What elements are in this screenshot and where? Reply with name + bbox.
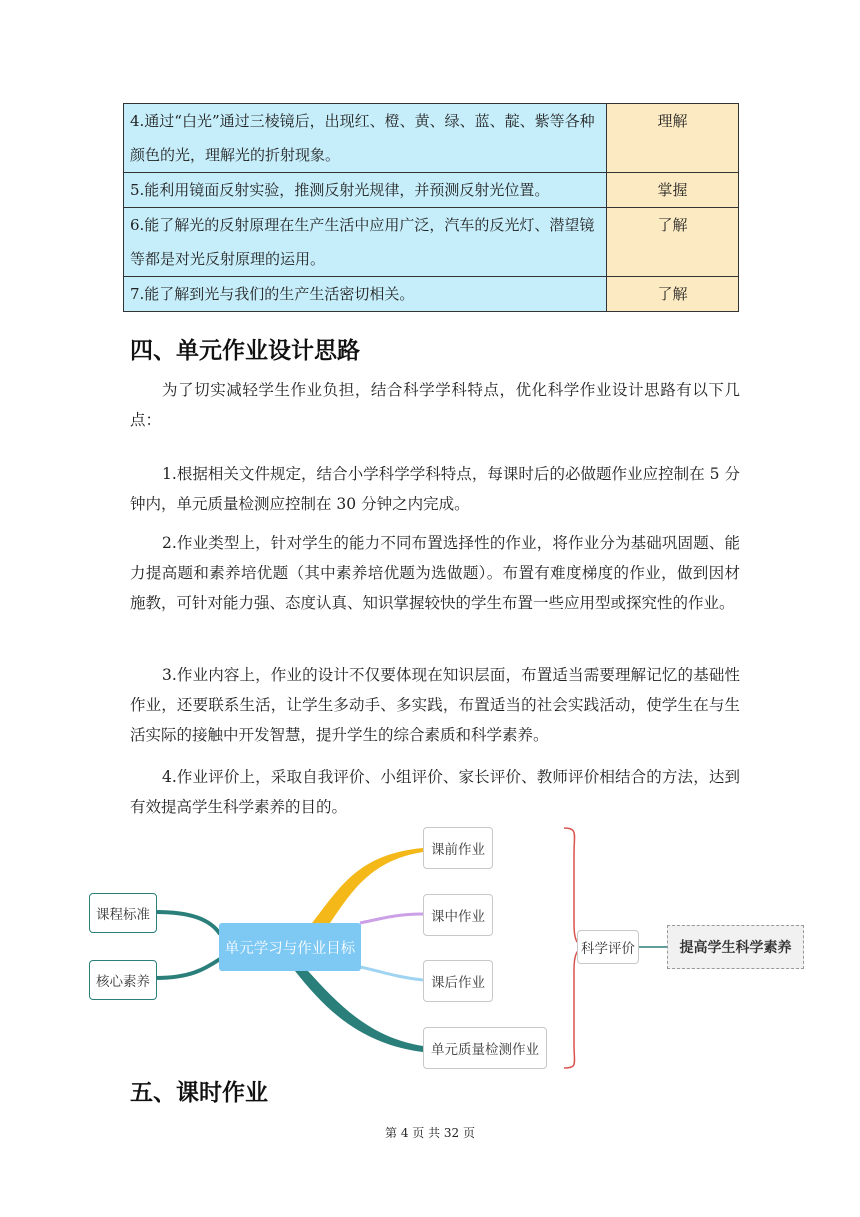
node-unit-goal: 单元学习与作业目标 <box>219 923 361 971</box>
objective-desc: 7.能了解到光与我们的生产生活密切相关。 <box>124 277 607 312</box>
section4-point: 1.根据相关文件规定，结合小学科学学科特点，每课时后的必做题作业应控制在 5 分钟内，单元质量检测应控制在 30 分钟之内完成。 <box>130 465 740 513</box>
section4-point: 4.作业评价上，采取自我评价、小组评价、家长评价、教师评价相结合的方法，达到有效提高学生科学素养的目的。 <box>130 768 740 816</box>
connector-line <box>312 848 423 923</box>
section5-heading: 五、课时作业 <box>130 1080 268 1106</box>
node-in-class: 课中作业 <box>423 894 493 936</box>
objective-level: 了解 <box>607 208 739 277</box>
objective-level: 了解 <box>607 277 739 312</box>
connector-line <box>360 914 423 923</box>
section4-point: 3.作业内容上，作业的设计不仅要体现在知识层面，布置适当需要理解记忆的基础性作业，还要联系生活，让学生多动手、多实践，布置适当的社会实践活动，使学生在与生活实际的接触中开发智慧，提升学生的综合素质和科学素养。 <box>130 666 740 744</box>
table-row <box>124 173 739 208</box>
objectives-table <box>123 103 739 312</box>
connector-line <box>360 967 423 980</box>
objective-desc: 4.通过“白光”通过三棱镜后，出现红、橙、黄、绿、蓝、靛、紫等各种颜色的光，理解光的折射现象。 <box>124 104 607 173</box>
section4-point: 2.作业类型上，针对学生的能力不同布置选择性的作业，将作业分为基础巩固题、能力提高题和素养培优题（其中素养培优题为选做题）。布置有难度梯度的作业，做到因材施教，可针对能力强、态度认真、知识掌握较快的学生布置一些应用型或探究性的作业。 <box>130 534 740 612</box>
objective-desc: 6.能了解光的反射原理在生产生活中应用广泛，汽车的反光灯、潜望镜等都是对光反射原理的运用。 <box>124 208 607 277</box>
table-row <box>124 208 739 277</box>
connector-line <box>295 971 423 1052</box>
node-curriculum-standard: 课程标准 <box>89 893 157 933</box>
table-row <box>124 104 739 173</box>
section4-intro: 为了切实减轻学生作业负担，结合科学学科特点，优化科学作业设计思路有以下几点： <box>130 381 740 429</box>
node-after-class: 课后作业 <box>423 960 493 1002</box>
connector-line <box>156 959 220 978</box>
node-science-literacy-goal: 提高学生科学素养 <box>667 925 804 969</box>
node-science-evaluation: 科学评价 <box>577 930 639 964</box>
node-unit-test: 单元质量检测作业 <box>423 1027 547 1069</box>
homework-design-mindmap <box>80 824 810 1074</box>
node-pre-class: 课前作业 <box>423 827 493 869</box>
section4-heading: 四、单元作业设计思路 <box>130 338 360 364</box>
objective-desc: 5.能利用镜面反射实验，推测反射光规律，并预测反射光位置。 <box>124 173 607 208</box>
objective-level: 掌握 <box>607 173 739 208</box>
objective-level: 理解 <box>607 104 739 173</box>
connector-line <box>156 912 220 934</box>
node-core-literacy: 核心素养 <box>89 960 157 1000</box>
table-row <box>124 277 739 312</box>
page-footer: 第 4 页 共 32 页 <box>385 1126 475 1140</box>
